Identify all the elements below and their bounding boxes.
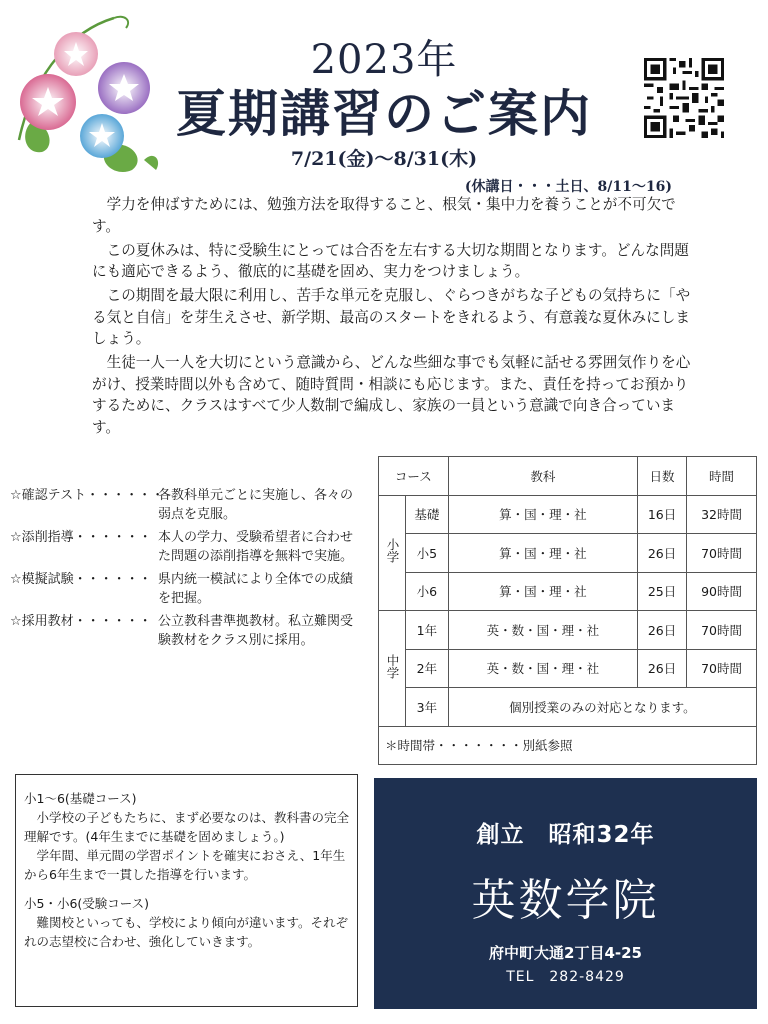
table-footnote-row — [379, 726, 757, 765]
course-cell: 基礎 — [406, 495, 449, 534]
subjects-cell: 算・国・理・社 — [448, 495, 637, 534]
page-title: 夏期講習のご案内 — [176, 84, 592, 143]
intro-paragraph: この期間を最大限に利用し、苦手な単元を克服し、ぐらつきがちな子どもの気持ちに「やる気と自信」を芽生えさせ、新学期、最高のスタートをきれるよう、有意義な夏休みにしましょう。 — [92, 287, 691, 347]
elementary-course-box — [15, 774, 358, 1007]
box-heading: 小5・小6(受験コース) — [24, 896, 150, 911]
feature-description: 各教科単元ごとに実施し、各々の弱点を克服。 — [158, 488, 354, 522]
subjects-cell: 英・数・国・理・社 — [448, 611, 637, 650]
course-dates: 7/21(金)～8/31(木) — [290, 148, 478, 170]
table-row — [379, 572, 757, 611]
feature-label: ☆添削指導・・・・・・ — [10, 530, 152, 545]
feature-item — [10, 613, 370, 650]
feature-description: 公立教科書準拠教材。私立難関受験教材をクラス別に採用。 — [158, 614, 354, 648]
feature-description: 県内統一模試により全体での成績を把握。 — [158, 572, 354, 606]
hours-cell: 70時間 — [687, 611, 757, 650]
school-info-panel — [374, 778, 757, 1009]
header-hours: 時間 — [687, 457, 757, 496]
feature-item — [10, 487, 370, 524]
table-row — [379, 534, 757, 573]
header-subjects: 教科 — [448, 457, 637, 496]
hours-cell: 70時間 — [687, 534, 757, 573]
days-cell: 25日 — [638, 572, 687, 611]
intro-paragraph: この夏休みは、特に受験生にとっては合否を左右する大切な期間となります。どんな問題にも適応できるよう、徹底的に基礎を固め、実力をつけましょう。 — [92, 241, 689, 280]
feature-item — [10, 529, 370, 566]
header-course: コース — [379, 457, 449, 496]
junior-group-label: 中学 — [379, 611, 406, 727]
table-footnote: ＊時間帯・・・・・・・別紙参照 — [379, 726, 757, 765]
box-paragraph: 難関校といっても、学校により傾向が違います。それぞれの志望校に合わせ、強化していきます。 — [24, 915, 349, 949]
holiday-note: (休講日・・・土日、8/11～16) — [464, 179, 672, 195]
course-cell: 2年 — [406, 649, 449, 688]
intro-text — [92, 194, 696, 441]
table-row — [379, 611, 757, 650]
course-cell: 3年 — [406, 688, 449, 727]
school-name: 英数学院 — [471, 875, 660, 926]
hours-cell: 32時間 — [687, 495, 757, 534]
founded-text: 創立 昭和32年 — [476, 822, 655, 848]
feature-item — [10, 571, 370, 608]
box-paragraph: 小学校の子どもたちに、まず必要なのは、教科書の完全理解です。(4年生までに基礎を固めましょう。) — [24, 810, 350, 844]
days-cell: 16日 — [638, 495, 687, 534]
feature-label: ☆採用教材・・・・・・ — [10, 614, 152, 629]
hours-cell: 70時間 — [687, 649, 757, 688]
hours-cell: 90時間 — [687, 572, 757, 611]
course-cell: 小6 — [406, 572, 449, 611]
course-cell: 小5 — [406, 534, 449, 573]
table-row — [379, 495, 757, 534]
header-days: 日数 — [638, 457, 687, 496]
box-heading: 小1～6(基礎コース) — [24, 791, 137, 806]
table-row — [379, 688, 757, 727]
school-address: 府中町大通2丁目4-25 — [489, 944, 642, 962]
days-cell: 26日 — [638, 534, 687, 573]
subjects-cell: 英・数・国・理・社 — [448, 649, 637, 688]
days-cell: 26日 — [638, 649, 687, 688]
feature-description: 本人の学力、受験希望者に合わせた問題の添削指導を無料で実施。 — [158, 530, 354, 564]
feature-list — [10, 487, 370, 655]
days-cell: 26日 — [638, 611, 687, 650]
subjects-cell: 算・国・理・社 — [448, 572, 637, 611]
qr-code-icon[interactable] — [644, 58, 724, 138]
intro-paragraph: 学力を伸ばすためには、勉強方法を取得すること、根気・集中力を養うことが不可欠です。 — [92, 196, 676, 235]
individual-note-cell: 個別授業のみの対応となります。 — [448, 688, 756, 727]
course-cell: 1年 — [406, 611, 449, 650]
intro-paragraph: 生徒一人一人を大切にという意識から、どんな些細な事でも気軽に話せる雰囲気作りを心がけ、授業時間以外も含めて、随時質問・相談にも応じます。また、責任を持ってお預かりするために、クラスはすべて少人数制で編成し、家族の一員という意識で向き合っています。 — [92, 354, 691, 436]
title-year: 2023年 — [310, 37, 458, 83]
elementary-group-label: 小学 — [379, 495, 406, 611]
subjects-cell: 算・国・理・社 — [448, 534, 637, 573]
feature-label: ☆模擬試験・・・・・・ — [10, 572, 152, 587]
course-table — [378, 456, 757, 765]
table-row — [379, 649, 757, 688]
box-paragraph: 学年間、単元間の学習ポイントを確実におさえ、1年生から6年生まで一貫した指導を行います。 — [24, 848, 346, 882]
feature-label: ☆確認テスト・・・・・・ — [10, 488, 165, 503]
table-header-row — [379, 457, 757, 496]
school-phone[interactable]: TEL 282-8429 — [506, 969, 625, 985]
